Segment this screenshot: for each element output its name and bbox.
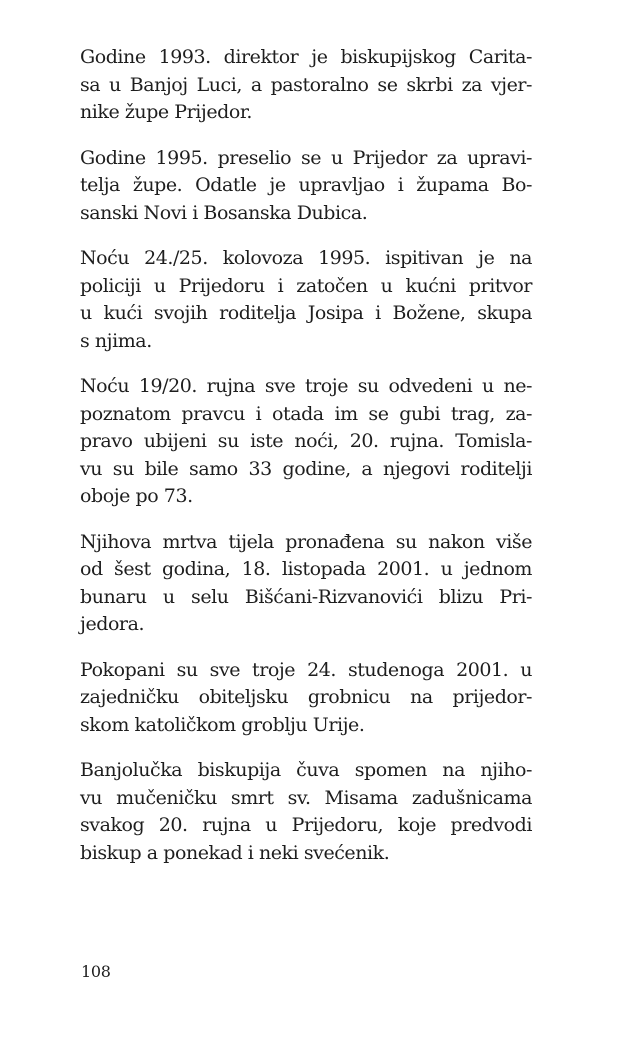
text-line: nike župe Prijedor.	[80, 101, 252, 123]
text-line: skom katoličkom groblju Urije.	[80, 713, 365, 736]
paragraph-bodies-found	[80, 529, 532, 639]
page-body	[80, 44, 532, 885]
text-line: sanski Novi i Bosanska Dubica.	[80, 201, 368, 224]
text-line: sa u Banjoj Luci, a pastoralno se skrbi za vjer-	[80, 73, 532, 96]
text-line: pravo ubijeni su iste noći, 20. rujna. Tomisla-	[80, 430, 532, 452]
paragraph-prijedor-1995	[80, 145, 532, 228]
text-line: svakog 20. rujna u Prijedoru, koje predvodi	[80, 814, 532, 836]
paragraph-caritas	[80, 44, 532, 127]
text-line: biskup a ponekad i neki svećenik.	[80, 841, 390, 864]
text-line: Pokopani su sve troje 24. studenoga 2001. u	[80, 658, 532, 681]
paragraph-burial	[80, 657, 532, 740]
text-line: poznatom pravcu i otada im se gubi trag, za-	[80, 402, 532, 425]
text-line: vu mučeničku smrt sv. Misama zadušnicama	[80, 786, 532, 809]
text-line: u kući svojih roditelja Josipa i Božene, skupa	[80, 302, 532, 324]
paragraph-commemoration	[80, 757, 532, 867]
text-line: od šest godina, 18. listopada 2001. u jednom	[80, 558, 532, 580]
text-line: zajedničku obiteljsku grobnicu na prijedor-	[80, 686, 532, 708]
text-line: Banjolučka biskupija čuva spomen na njiho-	[80, 759, 532, 781]
text-line: bunaru u selu Bišćani-Rizvanovići blizu Pri-	[80, 585, 532, 608]
text-line: Noću 19/20. rujna sve troje su odvedeni u ne-	[80, 375, 532, 397]
text-line: Noću 24./25. kolovoza 1995. ispitivan je na	[80, 247, 532, 269]
paragraph-taken-away	[80, 373, 532, 511]
text-line: oboje po 73.	[80, 485, 193, 507]
page-number: 108	[81, 962, 111, 981]
text-line: vu su bile samo 33 godine, a njegovi roditelji	[80, 457, 532, 480]
text-line: Godine 1995. preselio se u Prijedor za upravi-	[80, 146, 532, 169]
text-line: s njima.	[80, 329, 152, 352]
paragraph-house-arrest	[80, 245, 532, 355]
text-line: telja župe. Odatle je upravljao i župama Bo-	[80, 174, 532, 196]
text-line: Godine 1993. direktor je biskupijskog Carita-	[80, 46, 532, 68]
text-line: Njihova mrtva tijela pronađena su nakon više	[80, 530, 532, 553]
text-line: policiji u Prijedoru i zatočen u kućni pritvor	[80, 274, 532, 297]
text-line: jedora.	[80, 613, 145, 635]
